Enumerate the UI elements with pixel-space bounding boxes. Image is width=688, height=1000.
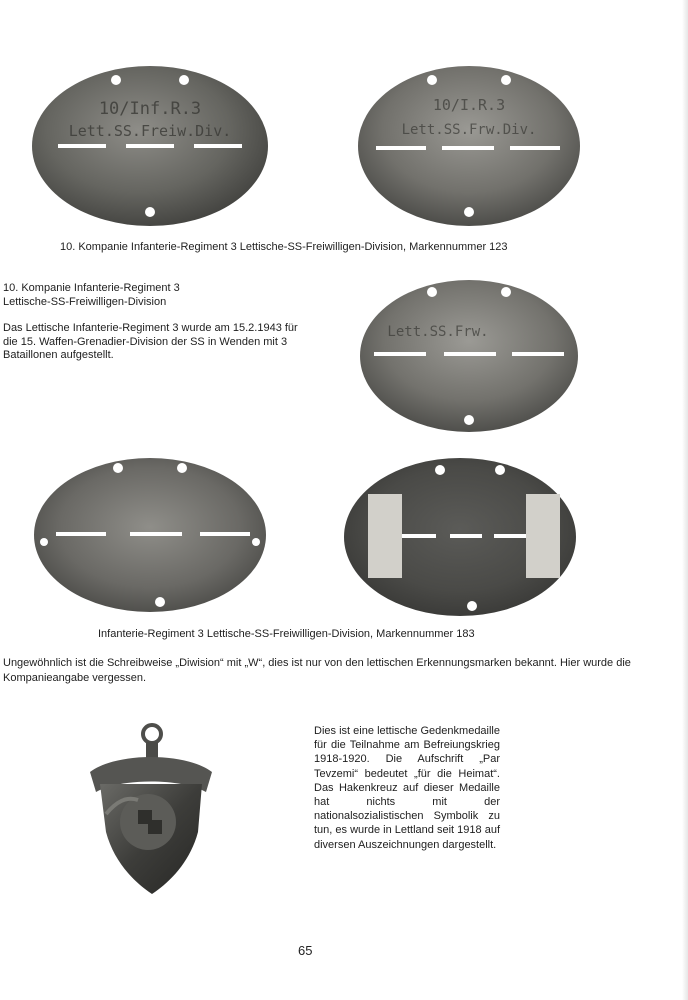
dog-tag-photo-2	[356, 64, 582, 228]
tag-1-inscription-line-2: Lett.SS.Freiw.Div.	[68, 122, 232, 140]
tag-2-inscription-line-1: 10/I.R.3	[432, 96, 506, 114]
tag-2-inscription-line-2: Lett.SS.Frw.Div.	[401, 122, 537, 138]
dog-tag-photo-4	[32, 456, 268, 614]
dog-tag-photo-1	[30, 64, 270, 228]
page-edge-shadow	[682, 0, 688, 1000]
caption-top: 10. Kompanie Infanterie-Regiment 3 Lettische-SS-Freiwilligen-Division, Markennummer 123	[60, 241, 508, 253]
spelling-note: Ungewöhnlich ist die Schreibweise „Diwision“ mit „W“, dies ist nur von den lettischen Erkennungsmarken bekannt. Hier wurde die Kompanieangabe vergessen.	[3, 657, 631, 684]
caption-bottom: Infanterie-Regiment 3 Lettische-SS-Freiwilligen-Division, Markennummer 183	[98, 628, 475, 640]
left-note-line-1: 10. Kompanie Infanterie-Regiment 3	[3, 282, 180, 294]
tag-1-inscription-line-1: 10/Inf.R.3	[98, 99, 202, 119]
left-note-body: Das Lettische Infanterie-Regiment 3 wurde am 15.2.1943 für die 15. Waffen-Grenadier-Division der SS in Wenden mit 3 Bataillonen aufgestellt.	[3, 322, 298, 362]
dog-tag-photo-5	[342, 456, 578, 618]
dog-tag-photo-3	[358, 278, 580, 434]
tag-3-inscription: Lett.SS.Frw.	[387, 324, 489, 340]
page-number: 65	[298, 943, 313, 958]
left-note-line-2: Lettische-SS-Freiwilligen-Division	[3, 295, 167, 308]
latvian-medal-photo	[86, 722, 216, 898]
medal-description: Dies ist eine lettische Gedenkmedaille für die Teilnahme am Befreiungskrieg 1918-1920. Die Aufschrift „Par Tevzemi“ bedeutet „für die Heimat“. Das Hakenkreuz auf dieser Medaille hat nichts mit der nationalsozialistischen Symbolik zu tun, es wurde in Lettland seit 1918 auf diversen Auszeichnungen dargestellt.	[314, 725, 500, 851]
left-note	[3, 282, 303, 363]
